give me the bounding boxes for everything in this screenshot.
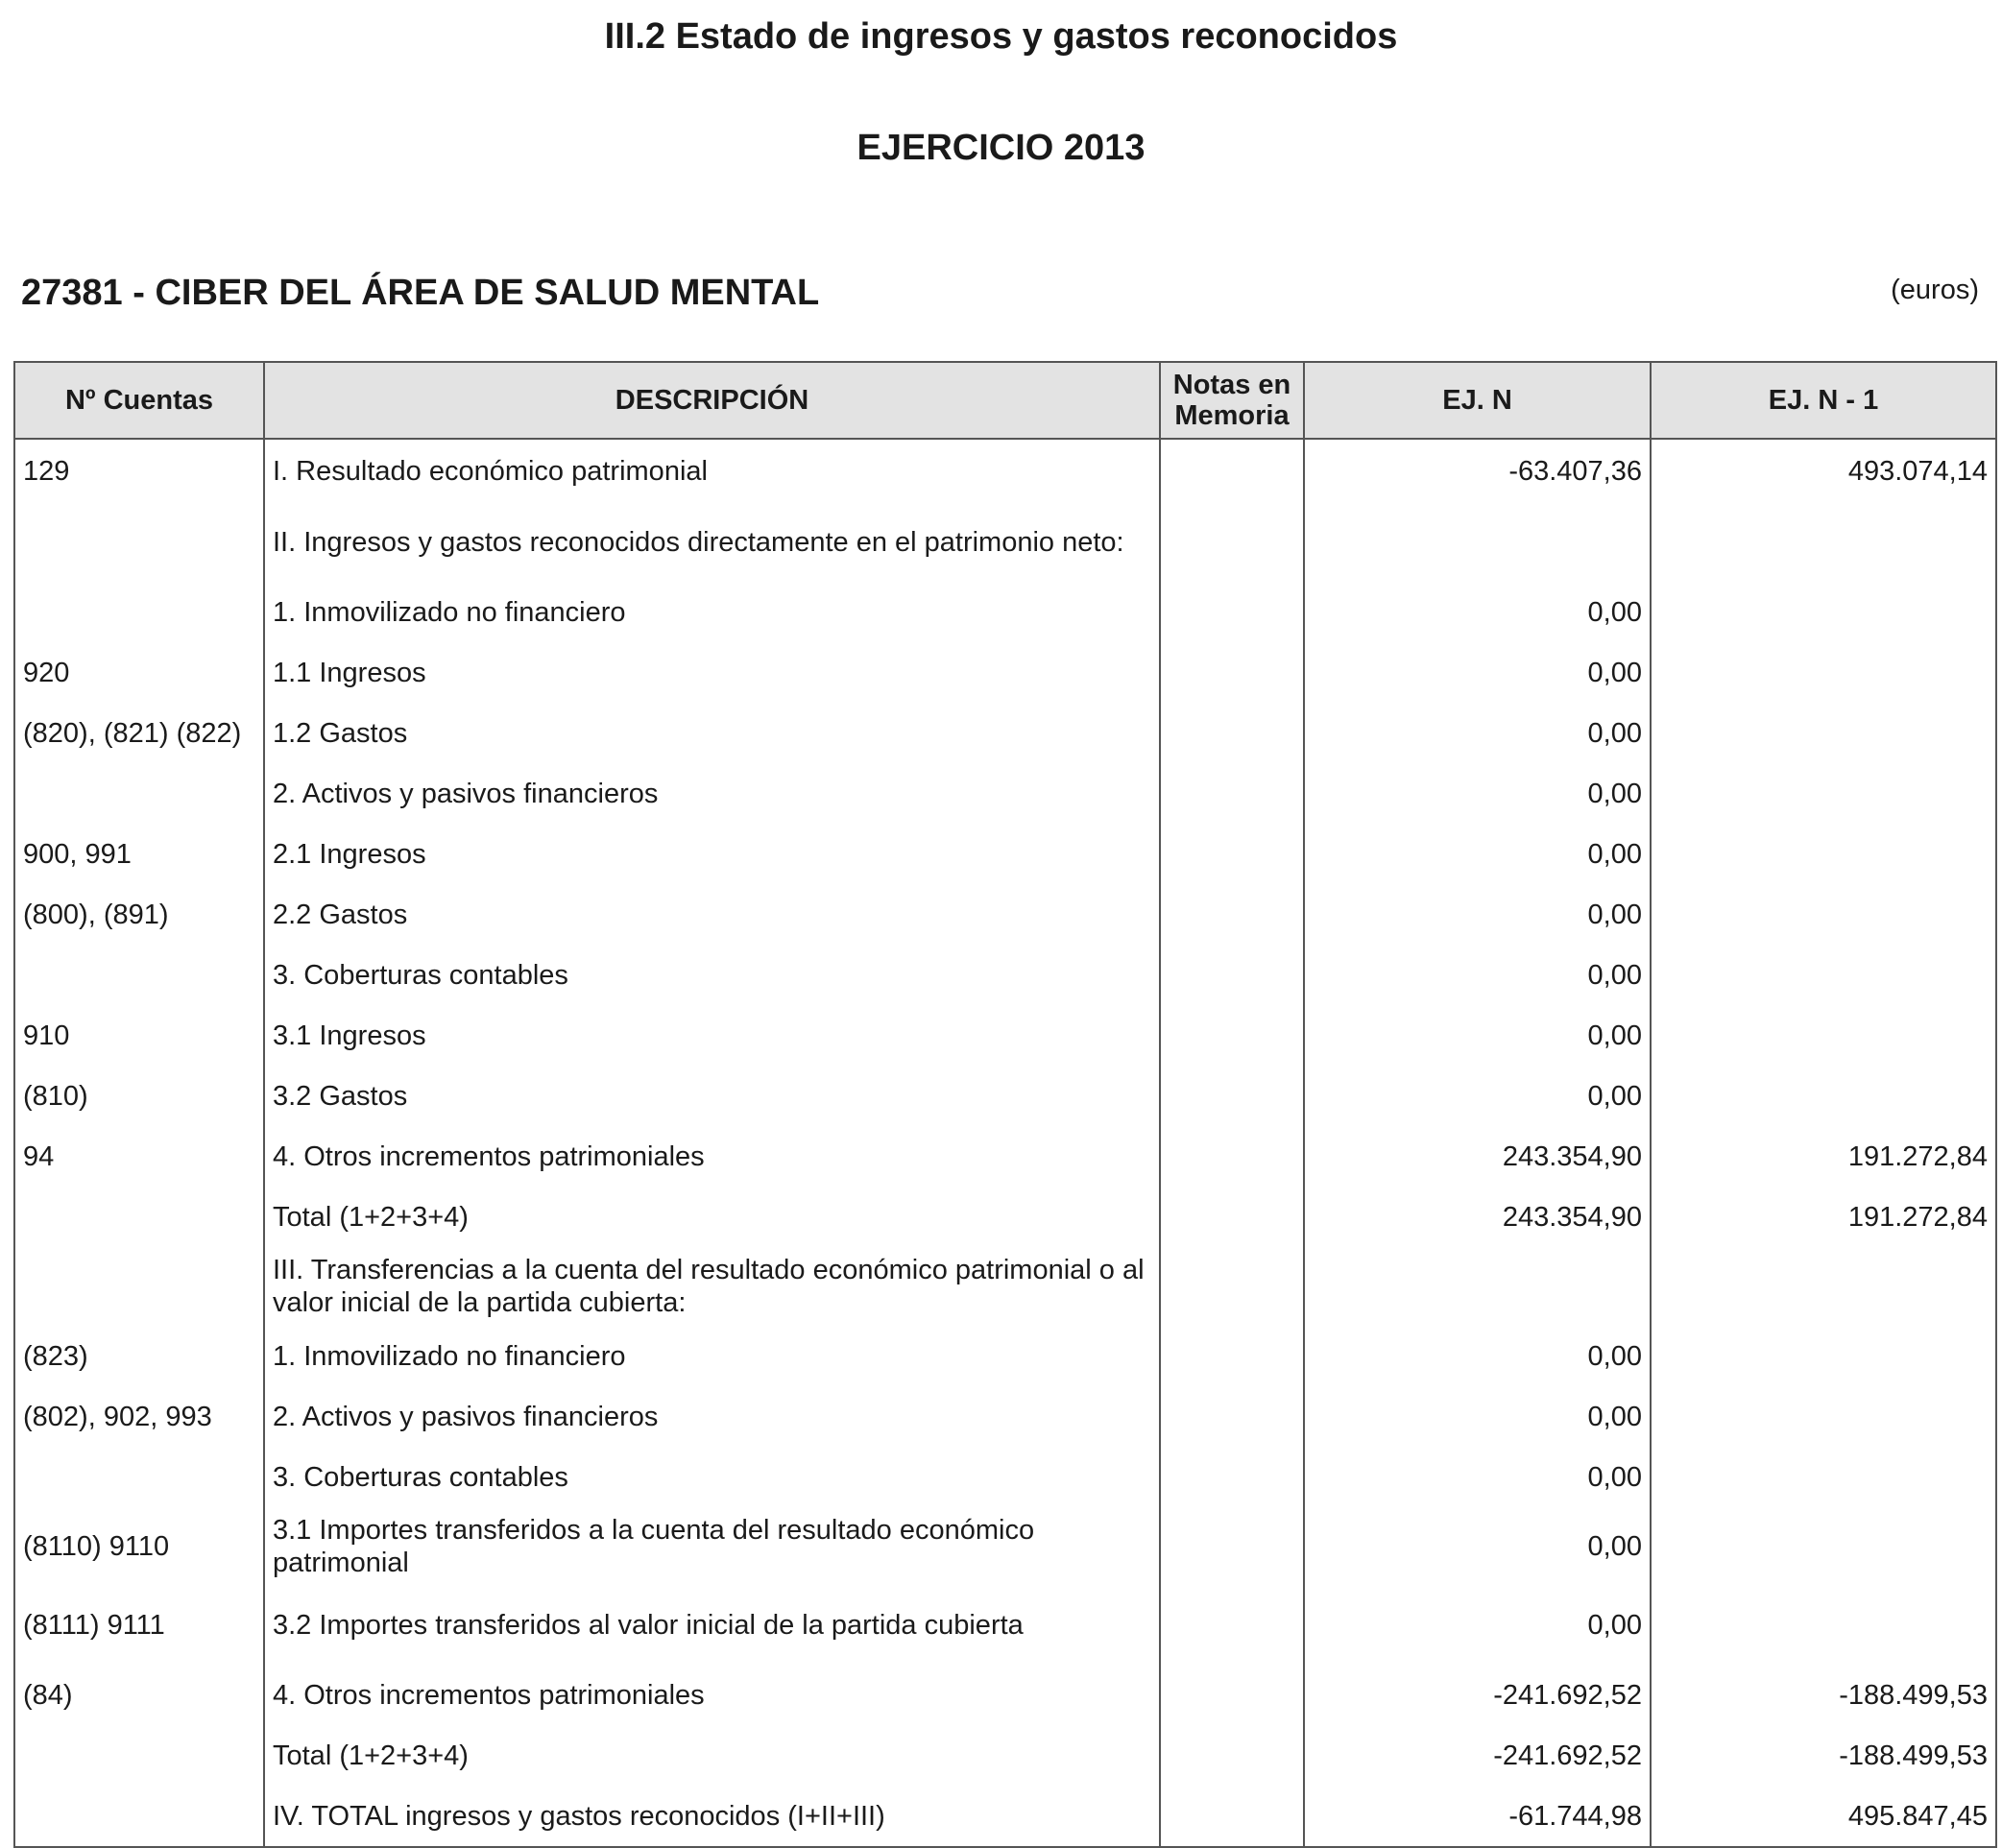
table-row	[14, 824, 1996, 884]
income-expense-statement-table	[13, 361, 1997, 1848]
previous-year-amount	[1651, 1005, 1996, 1066]
document-title: III.2 Estado de ingresos y gastos reconocidos	[604, 16, 1398, 57]
table-row	[14, 1507, 1996, 1586]
current-year-amount: 0,00	[1304, 642, 1651, 703]
description-cell: Total (1+2+3+4)	[264, 1187, 1160, 1247]
notes-cell	[1160, 945, 1304, 1005]
account-cell	[14, 1725, 264, 1786]
notes-cell	[1160, 582, 1304, 642]
account-cell: (8111) 9111	[14, 1586, 264, 1665]
notes-cell	[1160, 1326, 1304, 1386]
description-cell: IV. TOTAL ingresos y gastos reconocidos (I+II+III)	[264, 1786, 1160, 1847]
table-row	[14, 1665, 1996, 1725]
account-cell	[14, 763, 264, 824]
account-cell	[14, 1187, 264, 1247]
current-year-amount: -63.407,36	[1304, 439, 1651, 503]
previous-year-amount: 493.074,14	[1651, 439, 1996, 503]
account-cell: (8110) 9110	[14, 1507, 264, 1586]
description-cell: 4. Otros incrementos patrimoniales	[264, 1665, 1160, 1725]
previous-year-amount	[1651, 945, 1996, 1005]
header-accounts: Nº Cuentas	[14, 362, 264, 439]
account-cell: (823)	[14, 1326, 264, 1386]
table-row	[14, 1725, 1996, 1786]
description-cell: 1. Inmovilizado no financiero	[264, 1326, 1160, 1386]
current-year-amount: 0,00	[1304, 1386, 1651, 1447]
previous-year-amount	[1651, 1507, 1996, 1586]
account-cell: (84)	[14, 1665, 264, 1725]
description-cell: 3.2 Importes transferidos al valor inicial de la partida cubierta	[264, 1586, 1160, 1665]
current-year-amount: -241.692,52	[1304, 1665, 1651, 1725]
fiscal-year-heading: EJERCICIO 2013	[856, 128, 1146, 168]
table-row	[14, 703, 1996, 763]
table-row	[14, 763, 1996, 824]
previous-year-amount	[1651, 1386, 1996, 1447]
entity-heading: 27381 - CIBER DEL ÁREA DE SALUD MENTAL	[21, 273, 820, 313]
account-cell: 900, 991	[14, 824, 264, 884]
account-cell: 920	[14, 642, 264, 703]
account-cell	[14, 1247, 264, 1326]
current-year-amount: 243.354,90	[1304, 1126, 1651, 1187]
account-cell	[14, 503, 264, 582]
table-row	[14, 1447, 1996, 1507]
account-cell	[14, 1786, 264, 1847]
description-cell: 2. Activos y pasivos financieros	[264, 1386, 1160, 1447]
description-cell: 3.1 Ingresos	[264, 1005, 1160, 1066]
current-year-amount: 0,00	[1304, 703, 1651, 763]
table-row	[14, 642, 1996, 703]
table-row	[14, 503, 1996, 582]
previous-year-amount: 191.272,84	[1651, 1187, 1996, 1247]
notes-cell	[1160, 1126, 1304, 1187]
notes-cell	[1160, 503, 1304, 582]
table-row	[14, 945, 1996, 1005]
table-body	[14, 439, 1996, 1847]
previous-year-amount	[1651, 1326, 1996, 1386]
current-year-amount: 243.354,90	[1304, 1187, 1651, 1247]
notes-cell	[1160, 1786, 1304, 1847]
previous-year-amount: -188.499,53	[1651, 1725, 1996, 1786]
table-row	[14, 1786, 1996, 1847]
table-row	[14, 1066, 1996, 1126]
previous-year-amount	[1651, 503, 1996, 582]
current-year-amount: 0,00	[1304, 824, 1651, 884]
description-cell: 2. Activos y pasivos financieros	[264, 763, 1160, 824]
current-year-amount	[1304, 503, 1651, 582]
notes-cell	[1160, 884, 1304, 945]
current-year-amount: 0,00	[1304, 1326, 1651, 1386]
current-year-amount: 0,00	[1304, 1005, 1651, 1066]
current-year-amount	[1304, 1247, 1651, 1326]
description-cell: 1.1 Ingresos	[264, 642, 1160, 703]
header-notes-line2: Memoria	[1174, 400, 1290, 431]
account-cell	[14, 1447, 264, 1507]
table-row	[14, 1247, 1996, 1326]
table-row	[14, 884, 1996, 945]
notes-cell	[1160, 1066, 1304, 1126]
previous-year-amount: 495.847,45	[1651, 1786, 1996, 1847]
description-cell: 1.2 Gastos	[264, 703, 1160, 763]
account-cell	[14, 945, 264, 1005]
account-cell: (820), (821) (822)	[14, 703, 264, 763]
table-row	[14, 1187, 1996, 1247]
notes-cell	[1160, 1005, 1304, 1066]
description-cell: 1. Inmovilizado no financiero	[264, 582, 1160, 642]
account-cell	[14, 582, 264, 642]
table-row	[14, 439, 1996, 503]
previous-year-amount: -188.499,53	[1651, 1665, 1996, 1725]
description-cell: 3. Coberturas contables	[264, 945, 1160, 1005]
current-year-amount: 0,00	[1304, 582, 1651, 642]
table-row	[14, 1005, 1996, 1066]
account-cell: (810)	[14, 1066, 264, 1126]
header-notes	[1160, 362, 1304, 439]
previous-year-amount	[1651, 642, 1996, 703]
current-year-amount: 0,00	[1304, 1586, 1651, 1665]
description-cell: Total (1+2+3+4)	[264, 1725, 1160, 1786]
current-year-amount: 0,00	[1304, 763, 1651, 824]
notes-cell	[1160, 439, 1304, 503]
notes-cell	[1160, 1447, 1304, 1507]
description-cell: 3.2 Gastos	[264, 1066, 1160, 1126]
table-row	[14, 1386, 1996, 1447]
table-row	[14, 1126, 1996, 1187]
previous-year-amount: 191.272,84	[1651, 1126, 1996, 1187]
description-cell: 2.1 Ingresos	[264, 824, 1160, 884]
account-cell: 910	[14, 1005, 264, 1066]
notes-cell	[1160, 824, 1304, 884]
account-cell: 94	[14, 1126, 264, 1187]
header-description: DESCRIPCIÓN	[264, 362, 1160, 439]
notes-cell	[1160, 1725, 1304, 1786]
notes-cell	[1160, 1386, 1304, 1447]
previous-year-amount	[1651, 1247, 1996, 1326]
description-cell: 3. Coberturas contables	[264, 1447, 1160, 1507]
current-year-amount: 0,00	[1304, 1447, 1651, 1507]
previous-year-amount	[1651, 582, 1996, 642]
previous-year-amount	[1651, 1447, 1996, 1507]
notes-cell	[1160, 1665, 1304, 1725]
current-year-amount: 0,00	[1304, 1507, 1651, 1586]
previous-year-amount	[1651, 1066, 1996, 1126]
current-year-amount: 0,00	[1304, 1066, 1651, 1126]
notes-cell	[1160, 1507, 1304, 1586]
previous-year-amount	[1651, 824, 1996, 884]
previous-year-amount	[1651, 1586, 1996, 1665]
table-header-row	[14, 362, 1996, 439]
current-year-amount: -61.744,98	[1304, 1786, 1651, 1847]
description-cell: 2.2 Gastos	[264, 884, 1160, 945]
table-row	[14, 582, 1996, 642]
description-cell: II. Ingresos y gastos reconocidos directamente en el patrimonio neto:	[264, 503, 1160, 582]
header-previous-year: EJ. N - 1	[1651, 362, 1996, 439]
current-year-amount: 0,00	[1304, 945, 1651, 1005]
notes-cell	[1160, 1187, 1304, 1247]
previous-year-amount	[1651, 763, 1996, 824]
description-cell: III. Transferencias a la cuenta del resultado económico patrimonial o al valor inicial de la partida cubierta:	[264, 1247, 1160, 1326]
previous-year-amount	[1651, 884, 1996, 945]
currency-units-label: (euros)	[1891, 275, 1979, 305]
account-cell: (800), (891)	[14, 884, 264, 945]
notes-cell	[1160, 1247, 1304, 1326]
description-cell: 3.1 Importes transferidos a la cuenta del resultado económico patrimonial	[264, 1507, 1160, 1586]
notes-cell	[1160, 1586, 1304, 1665]
header-notes-line1: Notas en	[1172, 370, 1291, 400]
account-cell: (802), 902, 993	[14, 1386, 264, 1447]
header-current-year: EJ. N	[1304, 362, 1651, 439]
current-year-amount: 0,00	[1304, 884, 1651, 945]
description-cell: 4. Otros incrementos patrimoniales	[264, 1126, 1160, 1187]
table-row	[14, 1586, 1996, 1665]
previous-year-amount	[1651, 703, 1996, 763]
notes-cell	[1160, 763, 1304, 824]
notes-cell	[1160, 642, 1304, 703]
account-cell: 129	[14, 439, 264, 503]
description-cell: I. Resultado económico patrimonial	[264, 439, 1160, 503]
notes-cell	[1160, 703, 1304, 763]
current-year-amount: -241.692,52	[1304, 1725, 1651, 1786]
table-row	[14, 1326, 1996, 1386]
